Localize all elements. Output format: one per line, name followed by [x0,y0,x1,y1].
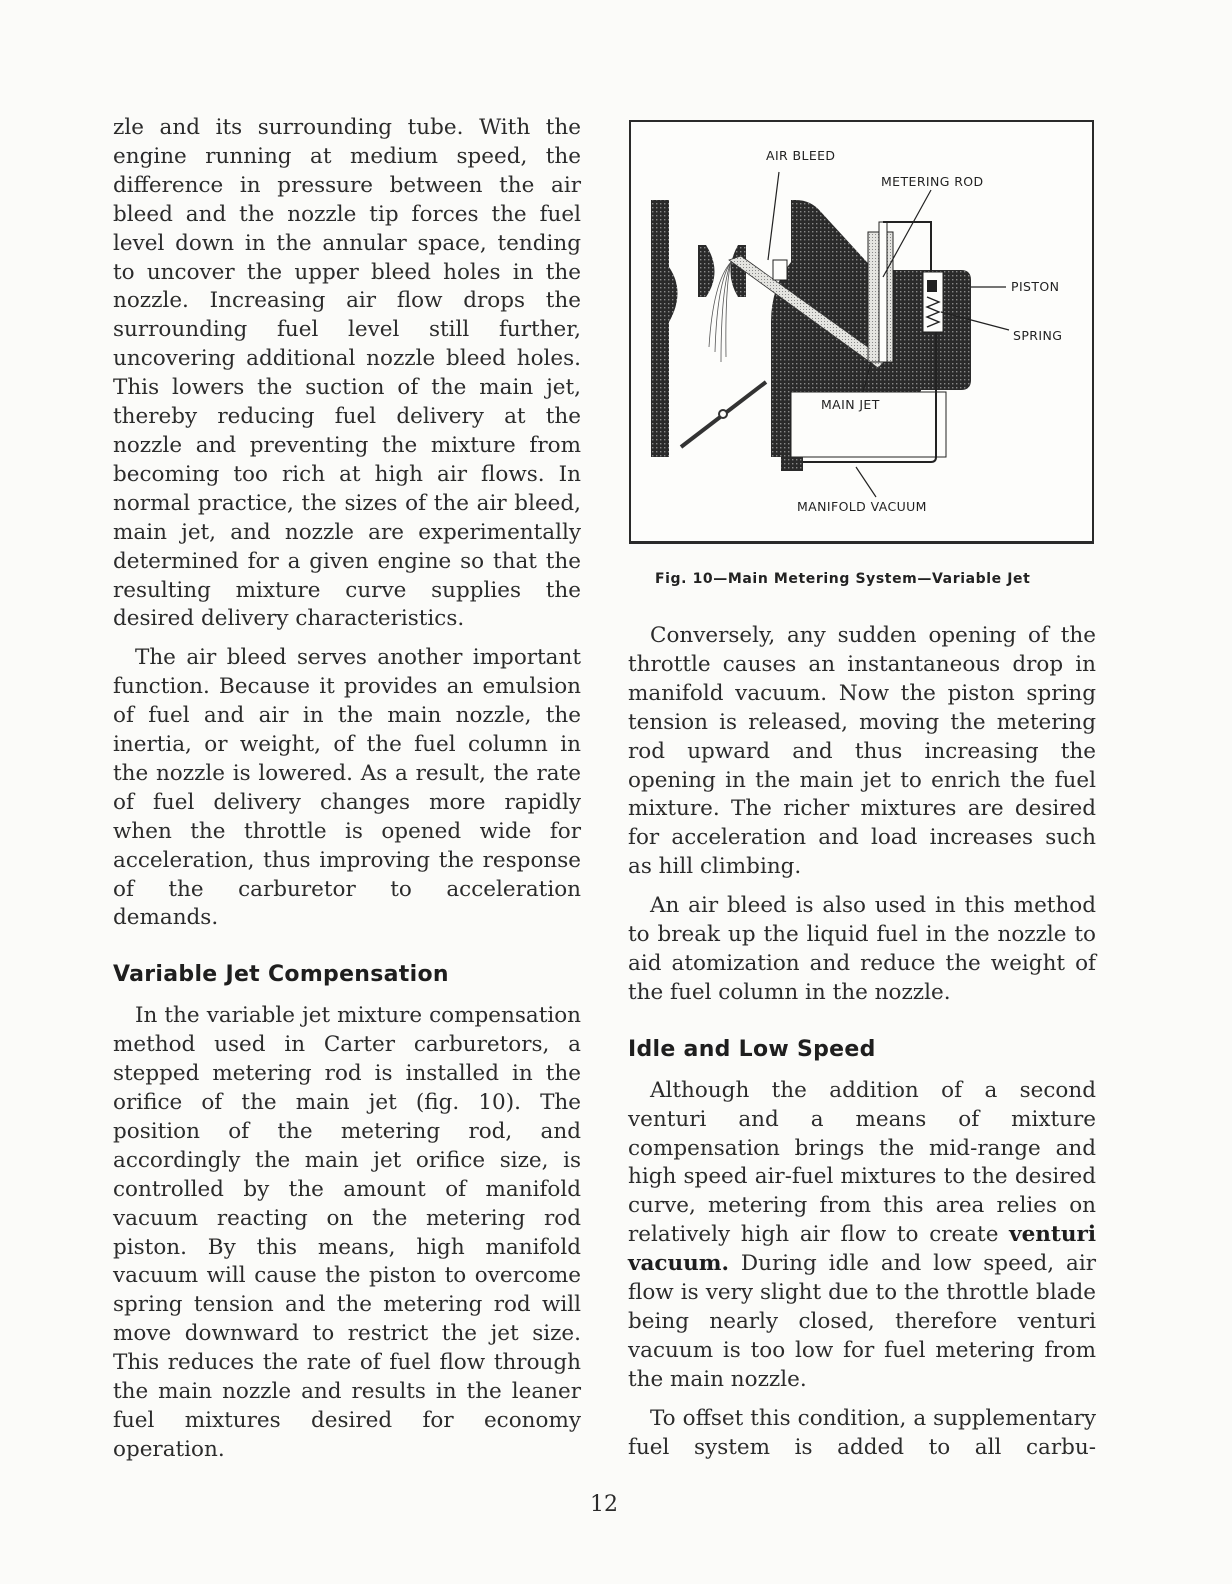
page-number: 12 [590,1492,618,1517]
label-manifold-vacuum: MANIFOLD VACUUM [797,499,927,514]
right-column [628,622,1096,1472]
label-piston: PISTON [1011,279,1060,294]
body-paragraph: Conversely, any sudden opening of the throttle causes an instantaneous drop in manifold vacuum. Now the piston spring tension is released, moving the metering rod upward and thus increasing the opening in the main jet to enrich the fuel mixture. The richer mixtures are desired for acceleration and load increases such as hill climbing. [628,623,1096,880]
body-paragraph: An air bleed is also used in this method to break up the liquid fuel in the nozzle to aid atomization and reduce the weight of the fuel column in the nozzle. [628,893,1096,1005]
left-column [113,114,581,1475]
figure-caption: Fig. 10—Main Metering System—Variable Jet [655,571,1031,587]
label-main-jet: MAIN JET [821,397,880,412]
figure-main-metering-system [629,120,1094,544]
label-air-bleed: AIR BLEED [766,148,836,163]
body-paragraph: In the variable jet mixture compensation method used in Carter carburetors, a stepped metering rod is installed in the orifice of the main jet (fig. 10). The position of the metering rod, and accordingly the main jet orifice size, is controlled by the amount of manifold vacuum reacting on the metering rod piston. By this means, high manifold vacuum will cause the piston to overcome spring tension and the metering rod will move downward to restrict the jet size. This reduces the rate of fuel flow through the main nozzle and results in the leaner fuel mixtures desired for economy operation. [113,1003,581,1462]
body-paragraph: Although the addition of a second venturi and a means of mixture compensation brings the mid-range and high speed air-fuel mixtures to the desired curve, metering from this area relies on relatively high air flow to create venturi vacuum. During idle and low speed, air flow is very slight due to the throttle blade being nearly closed, therefore venturi vacuum is too low for fuel metering from the main nozzle. [628,1077,1096,1392]
body-paragraph: zle and its surrounding tube. With the engine running at medium speed, the difference in pressure between the air bleed and the nozzle tip forces the fuel level down in the annular space, tending to uncover the upper bleed holes in the nozzle. Increasing air flow drops the surrounding fuel level still further, uncovering additional nozzle bleed holes. This lowers the suction of the main jet, thereby reducing fuel delivery at the nozzle and preventing the mixture from becoming too rich at high air flows. In normal practice, the sizes of the air bleed, main jet, and nozzle are experimentally determined for a given engine so that the resulting mixture curve supplies the desired delivery characteristics. [113,115,581,632]
body-paragraph: The air bleed serves another important function. Because it provides an emulsion of fuel and air in the main nozzle, the inertia, or weight, of the fuel column in the nozzle is lowered. As a result, the rate of fuel delivery changes more rapidly when the throttle is opened wide for acceleration, thus improving the response of the carburetor to acceleration demands. [113,645,581,931]
body-paragraph: To offset this condition, a supplementary fuel system is added to all carbu- [628,1405,1096,1460]
section-heading-idle-low-speed: Idle and Low Speed [628,1036,876,1062]
section-heading-variable-jet: Variable Jet Compensation [113,962,449,988]
label-spring: SPRING [1013,328,1063,343]
bold-term-venturi-vacuum: venturi vacuum. [628,1222,1096,1277]
label-metering-rod: METERING ROD [881,174,984,189]
